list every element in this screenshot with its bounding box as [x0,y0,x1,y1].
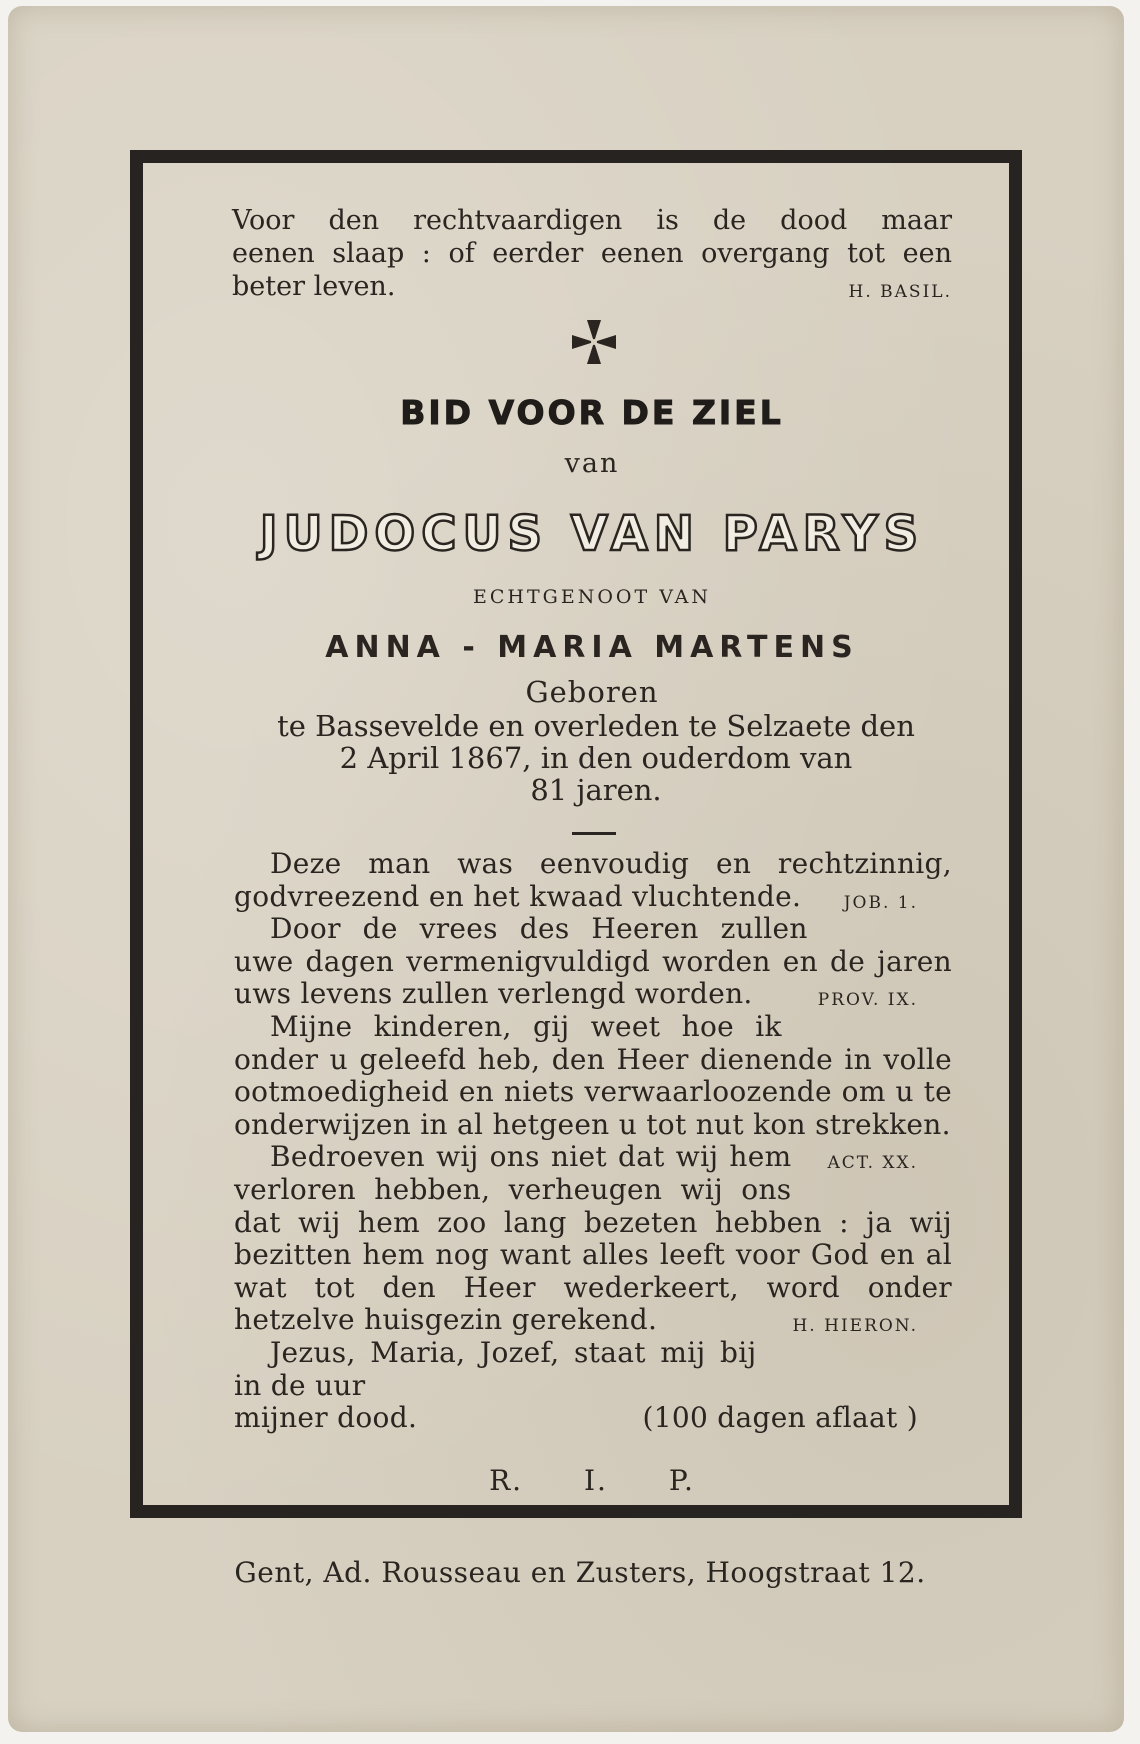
verse-ref: H. HIERON. [792,1316,918,1337]
cross-pattee-icon [570,318,618,366]
epigraph-line-2: eenen slaap : of eerder eenen overgang tot een [232,238,952,269]
spouse-label: ECHTGENOOT VAN [473,586,711,608]
prayer-heading: BID VOOR DE ZIEL [400,393,784,432]
verse-text: Mijne kinderen, gij weet hoe ik onder u geleefd heb, den Heer dienende in volle ootmoedigheid en niets verwaarloozende om u te onderwijzen in al hetgeen u tot nut kon strekken. [234,1009,952,1141]
prayer-line-1: Jezus, Maria, Jozef, staat mij bij in de uur [234,1335,757,1402]
verse-ref: ACT. XX. [827,1153,918,1174]
verse-ref: PROV. IX. [817,990,918,1011]
spouse-name: ANNA - MARIA MARTENS [325,630,859,665]
verse-text: Bedroeven wij ons niet dat wij hem verloren hebben, verheugen wij ons dat wij hem zoo lang bezeten hebben : ja wij bezitten hem nog want alles leeft voor God en al wat tot den Heer wederkeert, word onder hetzelve huisgezin gerekend. [234,1140,952,1337]
born-label: Geboren [525,675,659,709]
indulgence: (100 dagen aflaat ) [642,1401,918,1435]
epigraph-source: H. BASIL. [848,282,952,302]
verses [234,848,952,1435]
birth-line-3: 81 jaren. [530,773,662,807]
birth-death-details [240,710,952,806]
verse [234,848,952,913]
verse-ref: JOB. 1. [843,892,918,913]
verse [234,913,952,1011]
prayer-line-2: mijner dood. [234,1401,418,1435]
epigraph-line-1: Voor den rechtvaardigen is de dood maar [232,205,952,236]
verse-text: Door de vrees des Heeren zullen uwe dagen vermenigvuldigd worden en de jaren uws levens zullen verlengd worden. [234,912,952,1011]
divider [572,832,616,835]
epigraph-line-3-text: beter leven. [232,271,396,302]
epigraph [232,204,952,309]
printer-imprint: Gent, Ad. Rousseau en Zusters, Hoogstraat 12. [234,1556,926,1589]
birth-line-1: te Bassevelde en overleden te Selzaete den [277,709,915,743]
van-label: van [564,448,620,479]
verse [234,1009,952,1174]
verse-text: Deze man was eenvoudig en rechtzinnig, godvreezend en het kwaad vluchtende. [234,847,952,913]
deceased-name: JUDOCUS VAN PARYS [259,506,925,562]
birth-line-2: 2 April 1867, in den ouderdom van [339,741,853,775]
rip: R. I. P. [489,1464,695,1497]
closing-prayer-end [234,1402,952,1435]
epigraph-line-3 [232,270,952,303]
closing-prayer [234,1337,952,1402]
